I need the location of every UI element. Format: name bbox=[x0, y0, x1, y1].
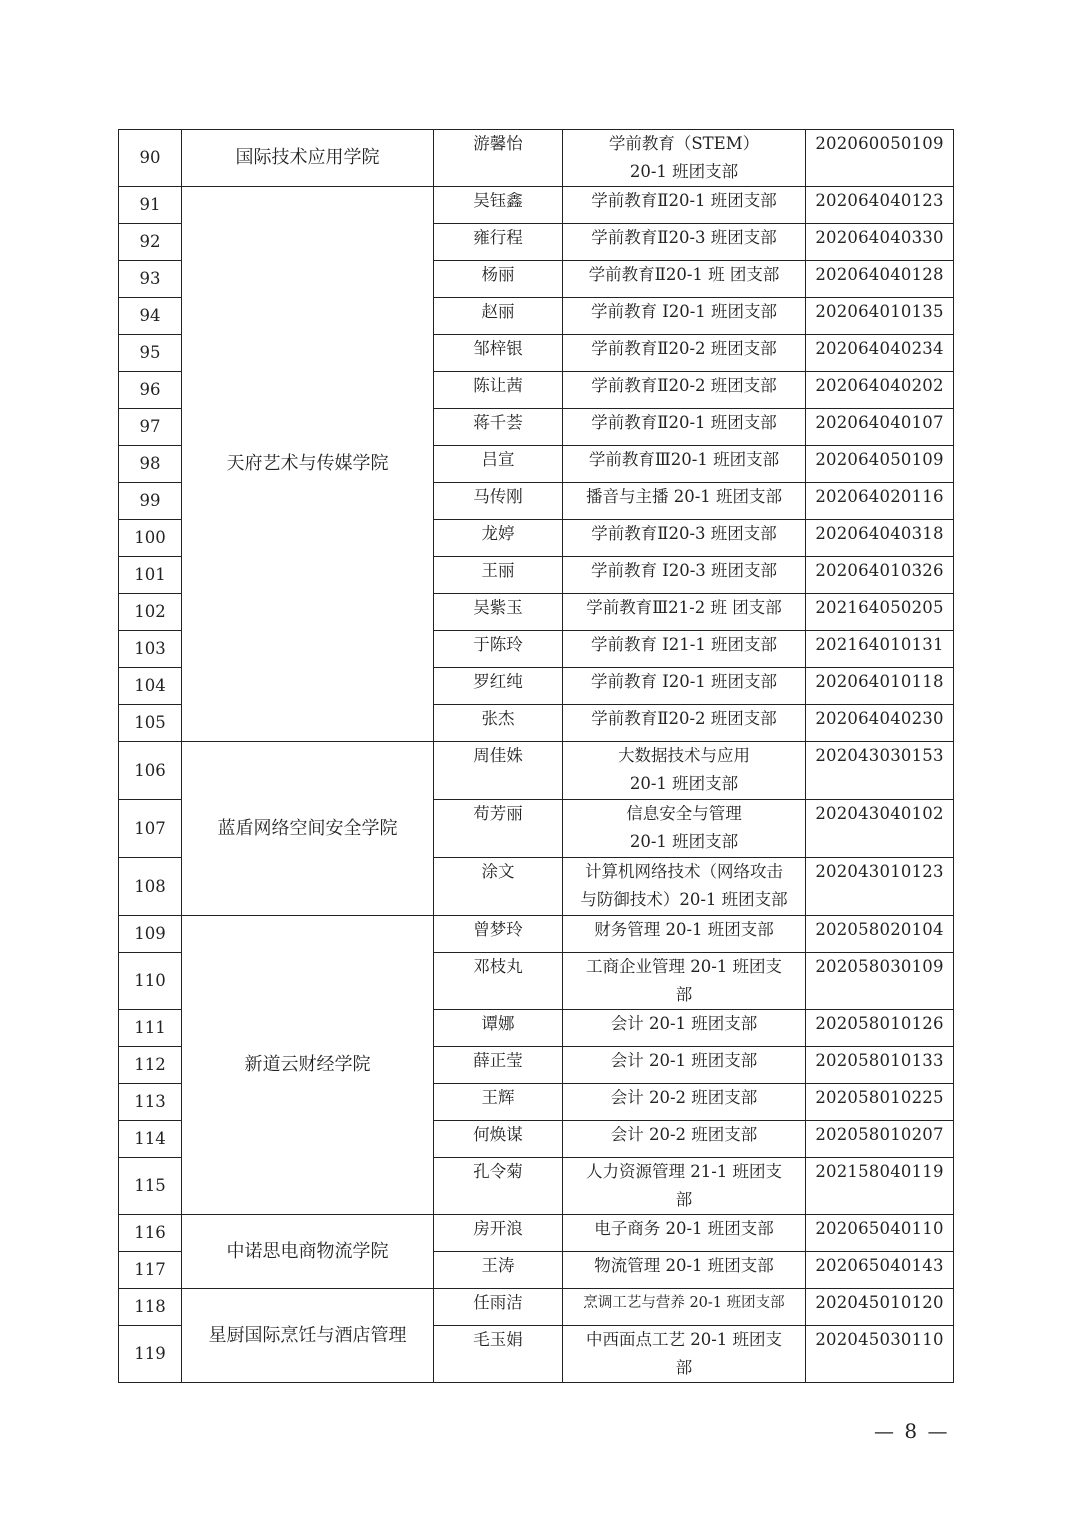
student-id-cell: 202164050205 bbox=[806, 594, 954, 631]
student-id-cell: 202064040128 bbox=[806, 261, 954, 298]
league-branch-cell bbox=[563, 1215, 806, 1252]
student-name-cell: 于陈玲 bbox=[434, 631, 563, 668]
student-name-cell: 吕宣 bbox=[434, 446, 563, 483]
league-branch-cell bbox=[563, 1326, 806, 1383]
league-branch-line: 学前教育（STEM） bbox=[608, 134, 760, 153]
row-number-cell: 98 bbox=[119, 446, 182, 483]
row-number-cell: 117 bbox=[119, 1252, 182, 1289]
row-number-cell: 96 bbox=[119, 372, 182, 409]
student-name-cell: 何焕谋 bbox=[434, 1121, 563, 1158]
league-branch-line: 学前教育Ⅲ20-1 班团支部 bbox=[588, 450, 780, 469]
league-branch-line: 20-1 班团支部 bbox=[629, 162, 739, 181]
row-number-cell: 112 bbox=[119, 1047, 182, 1084]
league-branch-cell bbox=[563, 1158, 806, 1215]
row-number-cell: 97 bbox=[119, 409, 182, 446]
row-number-cell: 92 bbox=[119, 224, 182, 261]
league-branch-line: 会计 20-2 班团支部 bbox=[610, 1125, 758, 1144]
league-branch-cell bbox=[563, 1121, 806, 1158]
table-row bbox=[119, 187, 954, 224]
row-number-cell: 104 bbox=[119, 668, 182, 705]
league-branch-line: 大数据技术与应用 bbox=[618, 746, 750, 765]
student-name-cell: 雍行程 bbox=[434, 224, 563, 261]
league-branch-line: 财务管理 20-1 班团支部 bbox=[594, 920, 774, 939]
league-branch-cell bbox=[563, 742, 806, 800]
student-name-cell: 龙婷 bbox=[434, 520, 563, 557]
student-id-cell: 202043010123 bbox=[806, 858, 954, 916]
student-id-cell: 202064040234 bbox=[806, 335, 954, 372]
student-id-cell: 202058030109 bbox=[806, 953, 954, 1010]
table-row bbox=[119, 742, 954, 800]
row-number-cell: 113 bbox=[119, 1084, 182, 1121]
league-branch-line: 信息安全与管理 bbox=[626, 804, 742, 823]
league-branch-cell bbox=[563, 916, 806, 953]
league-branch-line: 计算机网络技术（网络攻击 bbox=[585, 862, 783, 881]
student-id-cell: 202064040202 bbox=[806, 372, 954, 409]
league-branch-cell bbox=[563, 520, 806, 557]
league-branch-cell bbox=[563, 668, 806, 705]
student-id-cell: 202064010118 bbox=[806, 668, 954, 705]
student-name-cell: 王丽 bbox=[434, 557, 563, 594]
student-name-cell: 赵丽 bbox=[434, 298, 563, 335]
league-branch-line: 人力资源管理 21-1 班团支 bbox=[585, 1162, 783, 1181]
student-name-cell: 曾梦玲 bbox=[434, 916, 563, 953]
league-branch-line: 会计 20-1 班团支部 bbox=[610, 1051, 758, 1070]
student-id-cell: 202065040110 bbox=[806, 1215, 954, 1252]
college-cell: 中诺思电商物流学院 bbox=[182, 1215, 434, 1289]
student-name-cell: 谭娜 bbox=[434, 1010, 563, 1047]
league-branch-cell bbox=[563, 1010, 806, 1047]
student-id-cell: 202064040330 bbox=[806, 224, 954, 261]
league-branch-line: 20-1 班团支部 bbox=[629, 774, 739, 793]
student-list-table bbox=[118, 129, 954, 1383]
student-name-cell: 涂文 bbox=[434, 858, 563, 916]
student-name-cell: 邹梓银 bbox=[434, 335, 563, 372]
student-name-cell: 蒋千荟 bbox=[434, 409, 563, 446]
row-number-cell: 109 bbox=[119, 916, 182, 953]
student-id-cell: 202064040318 bbox=[806, 520, 954, 557]
row-number-cell: 94 bbox=[119, 298, 182, 335]
league-branch-cell bbox=[563, 446, 806, 483]
league-branch-line: 学前教育Ⅱ20-2 班团支部 bbox=[591, 376, 777, 395]
student-name-cell: 马传刚 bbox=[434, 483, 563, 520]
student-id-cell: 202064020116 bbox=[806, 483, 954, 520]
league-branch-line: 学前教育Ⅲ21-2 班 团支部 bbox=[586, 598, 782, 617]
league-branch-cell bbox=[563, 187, 806, 224]
student-id-cell: 202065040143 bbox=[806, 1252, 954, 1289]
row-number-cell: 106 bbox=[119, 742, 182, 800]
league-branch-line: 学前教育 I21-1 班团支部 bbox=[590, 635, 778, 654]
row-number-cell: 91 bbox=[119, 187, 182, 224]
page-number: — 8 — bbox=[874, 1419, 950, 1443]
league-branch-cell bbox=[563, 409, 806, 446]
student-name-cell: 房开浪 bbox=[434, 1215, 563, 1252]
student-id-cell: 202064040123 bbox=[806, 187, 954, 224]
league-branch-cell bbox=[563, 130, 806, 187]
student-name-cell: 毛玉娟 bbox=[434, 1326, 563, 1383]
league-branch-line: 学前教育Ⅱ20-2 班团支部 bbox=[591, 339, 777, 358]
league-branch-line: 学前教育Ⅱ20-3 班团支部 bbox=[591, 228, 777, 247]
league-branch-cell bbox=[563, 483, 806, 520]
row-number-cell: 119 bbox=[119, 1326, 182, 1383]
student-id-cell: 202043040102 bbox=[806, 800, 954, 858]
row-number-cell: 111 bbox=[119, 1010, 182, 1047]
table-row bbox=[119, 1289, 954, 1326]
student-name-cell: 任雨洁 bbox=[434, 1289, 563, 1326]
league-branch-cell bbox=[563, 953, 806, 1010]
student-id-cell: 202164010131 bbox=[806, 631, 954, 668]
league-branch-line: 学前教育Ⅱ20-1 班团支部 bbox=[591, 191, 777, 210]
college-cell: 天府艺术与传媒学院 bbox=[182, 187, 434, 742]
table-row bbox=[119, 1215, 954, 1252]
league-branch-cell bbox=[563, 631, 806, 668]
league-branch-line: 播音与主播 20-1 班团支部 bbox=[585, 487, 783, 506]
student-name-cell: 吴紫玉 bbox=[434, 594, 563, 631]
league-branch-line: 20-1 班团支部 bbox=[629, 832, 739, 851]
league-branch-cell bbox=[563, 557, 806, 594]
student-id-cell: 202058010207 bbox=[806, 1121, 954, 1158]
league-branch-cell bbox=[563, 261, 806, 298]
student-id-cell: 202064010135 bbox=[806, 298, 954, 335]
college-cell: 国际技术应用学院 bbox=[182, 130, 434, 187]
student-id-cell: 202064040230 bbox=[806, 705, 954, 742]
row-number-cell: 102 bbox=[119, 594, 182, 631]
league-branch-cell bbox=[563, 224, 806, 261]
row-number-cell: 90 bbox=[119, 130, 182, 187]
league-branch-line: 中西面点工艺 20-1 班团支 bbox=[585, 1330, 783, 1349]
student-name-cell: 张杰 bbox=[434, 705, 563, 742]
league-branch-line: 部 bbox=[675, 1358, 693, 1377]
league-branch-cell bbox=[563, 372, 806, 409]
league-branch-line: 学前教育 I20-1 班团支部 bbox=[590, 672, 778, 691]
league-branch-cell bbox=[563, 298, 806, 335]
league-branch-line: 会计 20-1 班团支部 bbox=[610, 1014, 758, 1033]
student-name-cell: 邓枝丸 bbox=[434, 953, 563, 1010]
row-number-cell: 95 bbox=[119, 335, 182, 372]
row-number-cell: 115 bbox=[119, 1158, 182, 1215]
row-number-cell: 110 bbox=[119, 953, 182, 1010]
league-branch-cell bbox=[563, 705, 806, 742]
league-branch-line: 学前教育Ⅱ20-3 班团支部 bbox=[591, 524, 777, 543]
row-number-cell: 99 bbox=[119, 483, 182, 520]
league-branch-cell bbox=[563, 594, 806, 631]
table-row bbox=[119, 130, 954, 187]
college-cell: 星厨国际烹饪与酒店管理 bbox=[182, 1289, 434, 1383]
student-id-cell: 202058010126 bbox=[806, 1010, 954, 1047]
student-id-cell: 202045010120 bbox=[806, 1289, 954, 1326]
student-id-cell: 202064010326 bbox=[806, 557, 954, 594]
league-branch-line: 工商企业管理 20-1 班团支 bbox=[585, 957, 783, 976]
league-branch-line: 学前教育Ⅱ20-2 班团支部 bbox=[591, 709, 777, 728]
league-branch-line: 电子商务 20-1 班团支部 bbox=[594, 1219, 774, 1238]
student-id-cell: 202058010133 bbox=[806, 1047, 954, 1084]
league-branch-cell bbox=[563, 800, 806, 858]
student-name-cell: 薛正莹 bbox=[434, 1047, 563, 1084]
student-id-cell: 202060050109 bbox=[806, 130, 954, 187]
student-id-cell: 202158040119 bbox=[806, 1158, 954, 1215]
league-branch-line: 会计 20-2 班团支部 bbox=[610, 1088, 758, 1107]
row-number-cell: 93 bbox=[119, 261, 182, 298]
league-branch-line: 学前教育Ⅱ20-1 班 团支部 bbox=[588, 265, 780, 284]
league-branch-cell bbox=[563, 1252, 806, 1289]
student-id-cell: 202064050109 bbox=[806, 446, 954, 483]
student-id-cell: 202045030110 bbox=[806, 1326, 954, 1383]
college-cell: 新道云财经学院 bbox=[182, 916, 434, 1215]
league-branch-cell bbox=[563, 858, 806, 916]
league-branch-line: 部 bbox=[675, 1190, 693, 1209]
row-number-cell: 107 bbox=[119, 800, 182, 858]
league-branch-cell bbox=[563, 1289, 806, 1326]
league-branch-line: 烹调工艺与营养 20-1 班团支部 bbox=[583, 1295, 785, 1311]
row-number-cell: 108 bbox=[119, 858, 182, 916]
league-branch-line: 学前教育 I20-3 班团支部 bbox=[590, 561, 778, 580]
league-branch-line: 部 bbox=[675, 985, 693, 1004]
row-number-cell: 116 bbox=[119, 1215, 182, 1252]
student-id-cell: 202064040107 bbox=[806, 409, 954, 446]
row-number-cell: 101 bbox=[119, 557, 182, 594]
league-branch-line: 学前教育Ⅱ20-1 班团支部 bbox=[591, 413, 777, 432]
student-name-cell: 游馨怡 bbox=[434, 130, 563, 187]
table-body bbox=[119, 130, 954, 1383]
row-number-cell: 105 bbox=[119, 705, 182, 742]
student-id-cell: 202043030153 bbox=[806, 742, 954, 800]
student-name-cell: 陈让茜 bbox=[434, 372, 563, 409]
league-branch-cell bbox=[563, 1084, 806, 1121]
student-name-cell: 苟芳丽 bbox=[434, 800, 563, 858]
league-branch-line: 学前教育 I20-1 班团支部 bbox=[590, 302, 778, 321]
league-branch-cell bbox=[563, 1047, 806, 1084]
college-cell: 蓝盾网络空间安全学院 bbox=[182, 742, 434, 916]
student-name-cell: 周佳姝 bbox=[434, 742, 563, 800]
row-number-cell: 100 bbox=[119, 520, 182, 557]
league-branch-cell bbox=[563, 335, 806, 372]
league-branch-line: 物流管理 20-1 班团支部 bbox=[594, 1256, 774, 1275]
student-id-cell: 202058010225 bbox=[806, 1084, 954, 1121]
row-number-cell: 103 bbox=[119, 631, 182, 668]
row-number-cell: 114 bbox=[119, 1121, 182, 1158]
table-row bbox=[119, 916, 954, 953]
student-name-cell: 王辉 bbox=[434, 1084, 563, 1121]
row-number-cell: 118 bbox=[119, 1289, 182, 1326]
student-name-cell: 吴钰鑫 bbox=[434, 187, 563, 224]
student-name-cell: 王涛 bbox=[434, 1252, 563, 1289]
league-branch-line: 与防御技术）20-1 班团支部 bbox=[580, 890, 788, 909]
student-name-cell: 杨丽 bbox=[434, 261, 563, 298]
student-name-cell: 孔令菊 bbox=[434, 1158, 563, 1215]
student-name-cell: 罗红纯 bbox=[434, 668, 563, 705]
student-id-cell: 202058020104 bbox=[806, 916, 954, 953]
